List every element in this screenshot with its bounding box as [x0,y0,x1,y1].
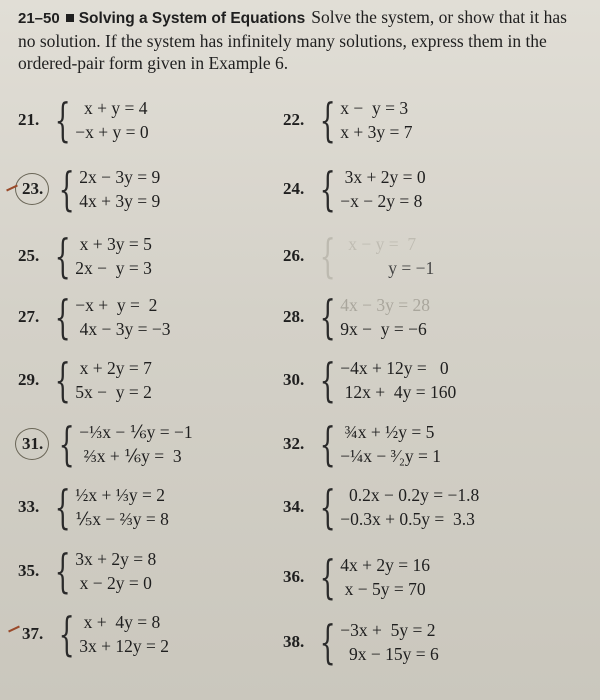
equation-2: 3x + 12y = 2 [79,636,170,656]
equation-2: ⅔x + ⅙y = 3 [79,446,182,466]
brace-icon: { [58,607,75,661]
equation-2: 2x − y = 3 [75,258,152,278]
problem-31 [22,417,193,471]
equation-2: −¼x − ³⁄₂y = 1 [340,446,442,466]
problem-number: 34. [283,497,305,516]
equation-1: 0.2x − 0.2y = −1.8 [340,485,480,505]
problem-32 [283,417,442,471]
problem-number: 38. [283,632,305,651]
equation-1: x − y = 3 [340,98,409,118]
equation-2: −x + y = 0 [75,122,149,142]
equation-1: x + y = 4 [75,98,148,118]
equation-1: −3x + 5y = 2 [340,620,436,640]
equation-1: 2x − 3y = 9 [79,167,161,187]
pen-mark [8,626,20,633]
equation-2: x − 2y = 0 [75,573,152,593]
equation-1: ½x + ⅓y = 2 [75,485,166,505]
equation-2: x + 3y = 7 [340,122,413,142]
section-title: Solving a System of Equations [78,10,306,27]
equation-2: 9x − 15y = 6 [340,644,439,664]
problem-26 [283,229,435,283]
problem-number: 37. [22,624,44,643]
equation-1: x − y = 7 [348,234,417,254]
brace-icon: { [54,229,71,283]
brace-icon: { [58,162,75,216]
problem-35 [18,544,157,598]
problem-number: 22. [283,110,305,129]
equation-1: x + 2y = 7 [75,358,152,378]
problem-number: 29. [18,370,40,389]
equation-2: x − 5y = 70 [340,579,426,599]
problem-number: 36. [283,567,305,586]
problem-29 [18,353,152,407]
brace-icon: { [319,290,336,344]
problem-28 [283,290,431,344]
equation-1: 4x + 2y = 16 [340,555,431,575]
problem-number: 23. [22,179,56,199]
problem-33 [18,480,169,534]
problem-number: 32. [283,434,305,453]
problem-number: 31. [22,434,56,454]
brace-icon: { [54,480,71,534]
problem-number: 33. [18,497,40,516]
problem-22 [283,93,413,147]
brace-icon: { [319,480,336,534]
exercise-range: 21–50 [18,10,60,27]
equation-2: 4x − 3y = −3 [75,319,171,339]
equation-1: 3x + 2y = 8 [75,549,157,569]
equation-1: x + 3y = 5 [75,234,152,254]
brace-icon: { [319,417,336,471]
brace-icon: { [319,615,336,669]
problem-38 [283,615,439,669]
bullet-square-icon [66,14,74,22]
problem-21 [18,93,149,147]
brace-icon: { [319,550,336,604]
problem-number: 35. [18,561,40,580]
equation-2: −x − 2y = 8 [340,191,423,211]
equation-1: 3x + 2y = 0 [340,167,426,187]
problem-30 [283,353,457,407]
brace-icon: { [319,93,336,147]
problem-number: 21. [18,110,40,129]
equation-1: −⅓x − ⅙y = −1 [79,422,193,442]
problem-number: 27. [18,307,40,326]
problem-36 [283,550,431,604]
problem-number: 30. [283,370,305,389]
brace-icon: { [54,290,71,344]
equation-2: 4x + 3y = 9 [79,191,161,211]
equation-2: 9x − y = −6 [340,319,427,339]
brace-icon: { [58,417,75,471]
problem-34 [283,480,480,534]
brace-icon: { [54,93,71,147]
equation-1: 4x − 3y = 28 [340,295,431,315]
instructions-text: Solve the system, or show that it has no solution. If the system has infinitely many solutions, express them in the ordered-pair form given in Example 6. [18,7,567,73]
problem-27 [18,290,171,344]
section-header [18,6,588,74]
problem-number: 28. [283,307,305,326]
problem-25 [18,229,152,283]
brace-icon: { [54,353,71,407]
problem-23 [22,162,161,216]
brace-icon: { [319,353,336,407]
equation-1: x + 4y = 8 [79,612,161,632]
problem-37 [22,607,170,661]
problem-24 [283,162,426,216]
brace-icon: { [319,162,336,216]
equation-2: ⅕x − ⅔y = 8 [75,509,169,529]
brace-icon: { [319,229,336,283]
equation-1: ¾x + ½y = 5 [340,422,435,442]
problem-number: 26. [283,246,305,265]
equation-2: 5x − y = 2 [75,382,152,402]
equation-2: −0.3x + 0.5y = 3.3 [340,509,475,529]
brace-icon: { [54,544,71,598]
equation-1: −x + y = 2 [75,295,158,315]
equation-1: −4x + 12y = 0 [340,358,449,378]
problem-number: 24. [283,179,305,198]
equation-2: y = −1 [388,258,435,278]
equation-2: 12x + 4y = 160 [340,382,457,402]
problem-number: 25. [18,246,40,265]
